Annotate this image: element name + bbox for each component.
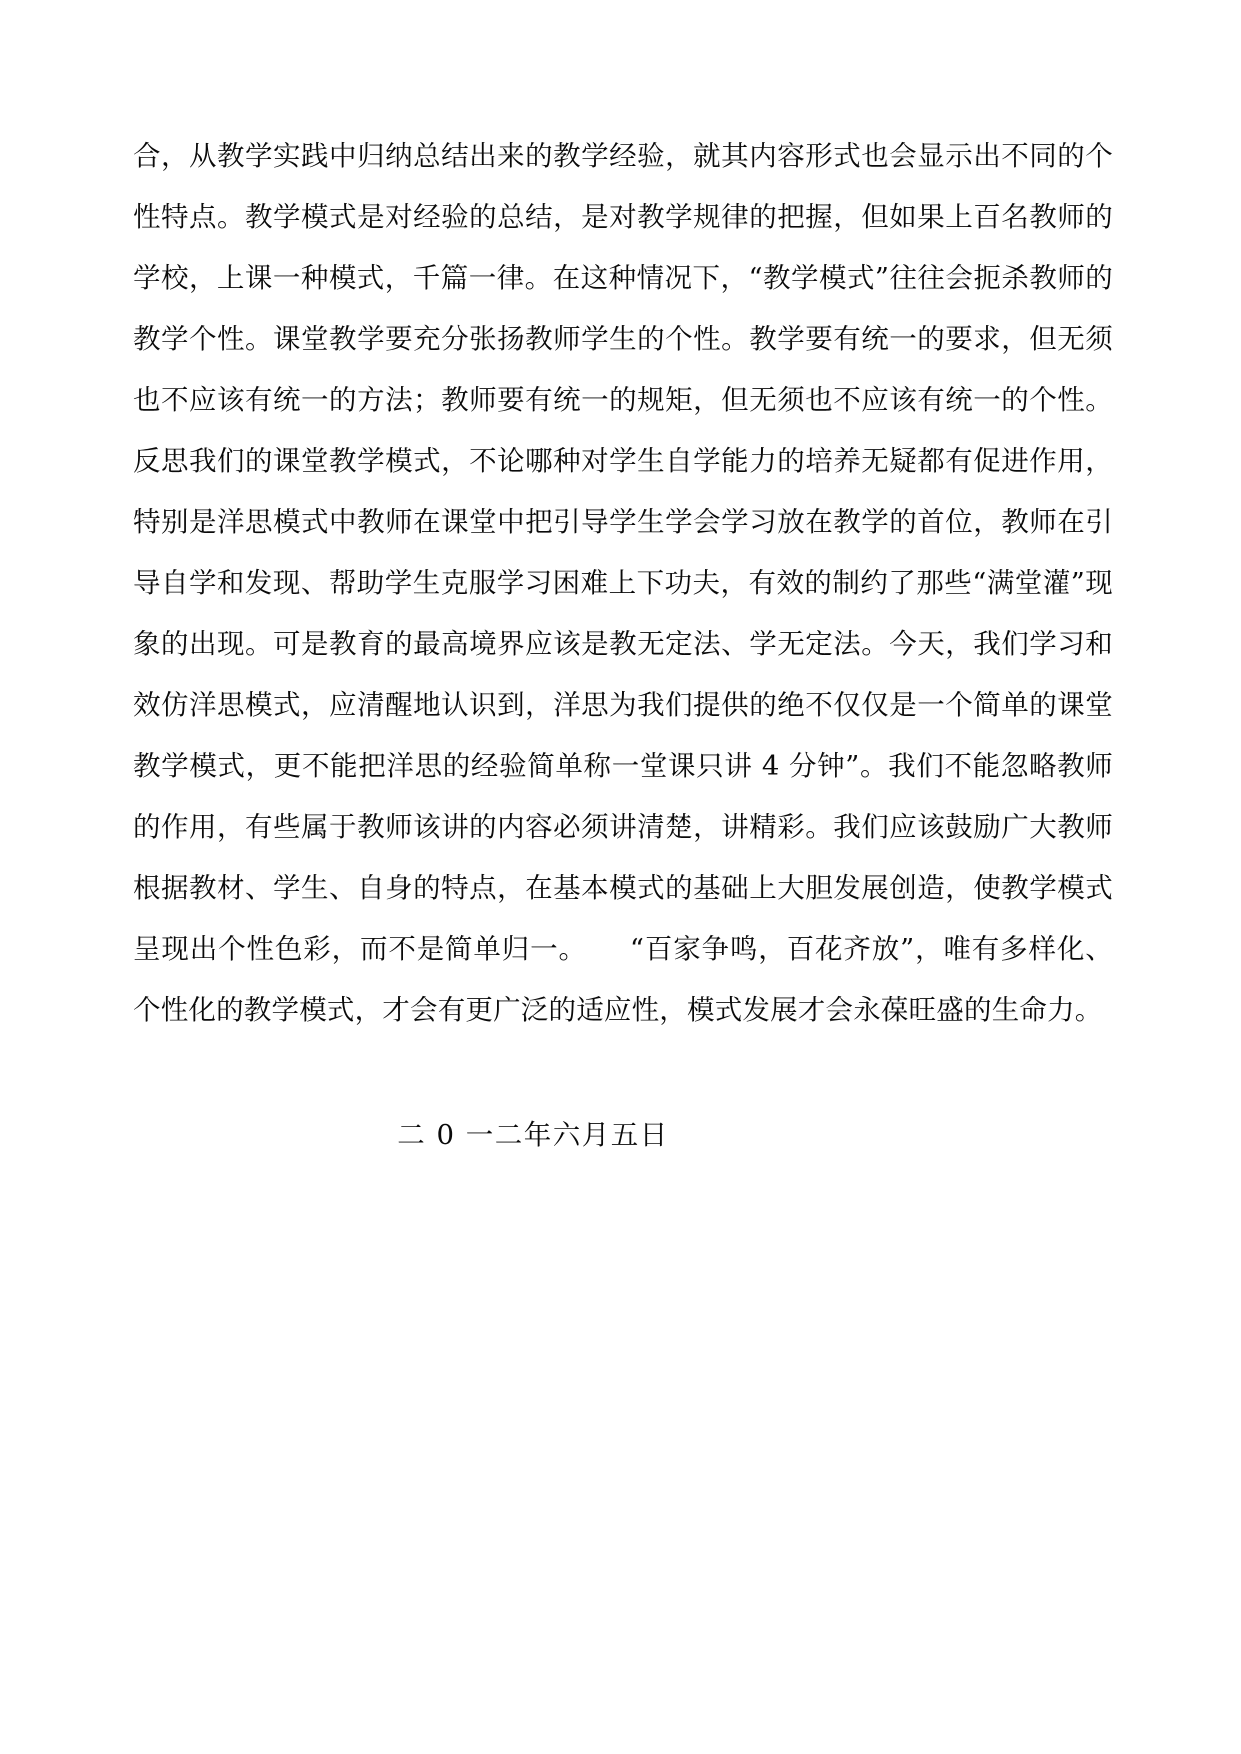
body-paragraph: 合，从教学实践中归纳总结出来的教学经验，就其内容形式也会显示出不同的个性特点。教学模式是对经验的总结，是对教学规律的把握，但如果上百名教师的学校，上课一种模式，千篇一律。在这种情况下，“教学模式”往往会扼杀教师的教学个性。课堂教学要充分张扬教师学生的个性。教学要有统一的要求，但无须也不应该有统一的方法；教师要有统一的规矩，但无须也不应该有统一的个性。反思我们的课堂教学模式，不论哪种对学生自学能力的培养无疑都有促进作用，特别是洋思模式中教师在课堂中把引导学生学会学习放在教学的首位，教师在引导自学和发现、帮助学生克服学习困难上下功夫，有效的制约了那些“满堂灌”现象的出现。可是教育的最高境界应该是教无定法、学无定法。今天，我们学习和效仿洋思模式，应清醒地认识到，洋思为我们提供的绝不仅仅是一个简单的课堂教学模式，更不能把洋思的经验简单称一堂课只讲 4 分钟”。我们不能忽略教师的作用，有些属于教师该讲的内容必须讲清楚，讲精彩。我们应该鼓励广大教师根据教材、学生、自身的特点，在基本模式的基础上大胆发展创造，使教学模式呈现出个性色彩，而不是简单归一。 “百家争鸣，百花齐放”，唯有多样化、个性化的教学模式，才会有更广泛的适应性，模式发展才会永葆旺盛的生命力。 bbox=[133, 140, 1113, 1026]
signature-block bbox=[133, 1105, 1113, 1166]
document-content bbox=[133, 126, 1113, 1166]
signature-date: 二 0 一二年六月五日 bbox=[397, 1119, 669, 1151]
